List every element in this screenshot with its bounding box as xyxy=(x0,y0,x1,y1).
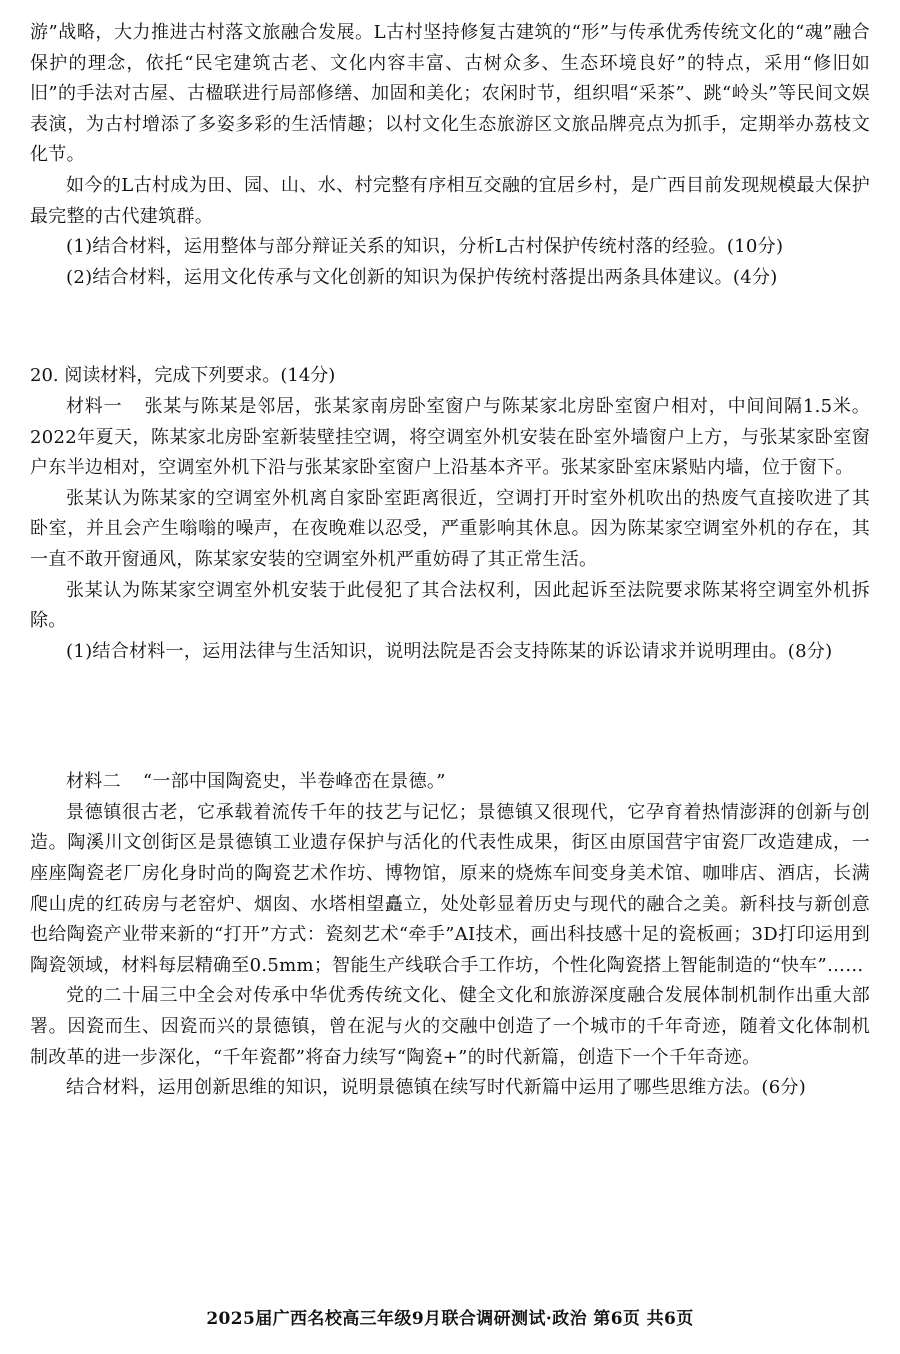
material-two-paragraph-2: 党的二十届三中全会对传承中华优秀传统文化、健全文化和旅游深度融合发展体制机制作出重大部署。因瓷而生、因瓷而兴的景德镇，曾在泥与火的交融中创造了一个城市的千年奇迹，随着文化体制机制改革的进一步深化，“千年瓷都”将奋力续写“陶瓷+”的时代新篇，创造下一个千年奇迹。 xyxy=(30,985,870,1068)
question-20-2: 结合材料，运用创新思维的知识，说明景德镇在续写时代新篇中运用了哪些思维方法。(6分) xyxy=(66,1077,807,1099)
material-one-paragraph-2: 张某认为陈某家的空调室外机离自家卧室距离很近，空调打开时室外机吹出的热废气直接吹进了其卧室，并且会产生嗡嗡的噪声，在夜晚难以忍受，严重影响其休息。因为陈某家空调室外机的存在，其一直不敢开窗通风，陈某家安装的空调室外机严重妨碍了其正常生活。 xyxy=(30,487,870,570)
material-one-text-1: 张某与陈某是邻居，张某家南房卧室窗户与陈某家北房卧室窗户相对，中间间隔1.5米。2022年夏天，陈某家北房卧室新装壁挂空调，将空调室外机安装在卧室外墙窗户上方，与张某家卧室窗户东半边相对，空调室外机下沿与张某家卧室窗户上沿基本齐平。张某家卧室床紧贴内墙，位于窗下。 xyxy=(30,395,870,479)
question-19-2: (2)结合材料，运用文化传承与文化创新的知识为保护传统村落提出两条具体建议。(4分) xyxy=(66,266,778,288)
question-20-1: (1)结合材料一，运用法律与生活知识，说明法院是否会支持陈某的诉讼请求并说明理由。(8分) xyxy=(66,640,833,662)
material-one-paragraph-3: 张某认为陈某家空调室外机安装于此侵犯了其合法权利，因此起诉至法院要求陈某将空调室外机拆除。 xyxy=(30,579,870,632)
page-footer: 2025届广西名校高三年级9月联合调研测试·政治 第6页 共6页 xyxy=(206,1309,694,1329)
question-20-heading: 20. 阅读材料，完成下列要求。(14分) xyxy=(30,365,336,387)
material-two-quote: “一部中国陶瓷史，半卷峰峦在景德。” xyxy=(142,771,446,793)
material-two-heading xyxy=(30,767,870,798)
material-two-paragraph-1: 景德镇很古老，它承载着流传千年的技艺与记忆；景德镇又很现代，它孕育着热情澎湃的创新与创造。陶溪川文创街区是景德镇工业遗存保护与活化的代表性成果，街区由原国营宇宙瓷厂改造建成，一座座陶瓷老厂房化身时尚的陶瓷艺术作坊、博物馆，原来的烧炼车间变身美术馆、咖啡店、酒店，长满爬山虎的红砖房与老窑炉、烟囱、水塔相望矗立，处处彰显着历史与现代的融合之美。新科技与新创意也给陶瓷产业带来新的“打开”方式：瓷刻艺术“牵手”AI技术，画出科技感十足的瓷板画；3D打印运用到陶瓷领域，材料每层精确至0.5mm；智能生产线联合手工作坊，个性化陶瓷搭上智能制造的“快车”…… xyxy=(30,801,870,976)
material-two-label: 材料二 xyxy=(66,771,121,793)
material-one-label: 材料一 xyxy=(66,395,123,417)
answer-space xyxy=(30,293,870,361)
material-paragraph-l-village: 游”战略，大力推进古村落文旅融合发展。L古村坚持修复古建筑的“形”与传承优秀传统文化的“魂”融合保护的理念，依托“民宅建筑古老、文化内容丰富、古树众多、生态环境良好”的特点，采用“修旧如旧”的手法对古屋、古楹联进行局部修缮、加固和美化；农闲时节，组织唱“采茶”、跳“岭头”等民间文娱表演，为古村增添了多姿多彩的生活情趣；以村文化生态旅游区文旅品牌亮点为抓手，定期举办荔枝文化节。 xyxy=(30,22,870,166)
answer-space xyxy=(30,667,870,767)
material-paragraph-l-village-today: 如今的L古村成为田、园、山、水、村完整有序相互交融的宜居乡村，是广西目前发现规模最大保护最完整的古代建筑群。 xyxy=(30,174,870,227)
material-one-paragraph-1 xyxy=(30,392,870,484)
question-19-1: (1)结合材料，运用整体与部分辩证关系的知识，分析L古村保护传统村落的经验。(10分) xyxy=(66,236,784,258)
